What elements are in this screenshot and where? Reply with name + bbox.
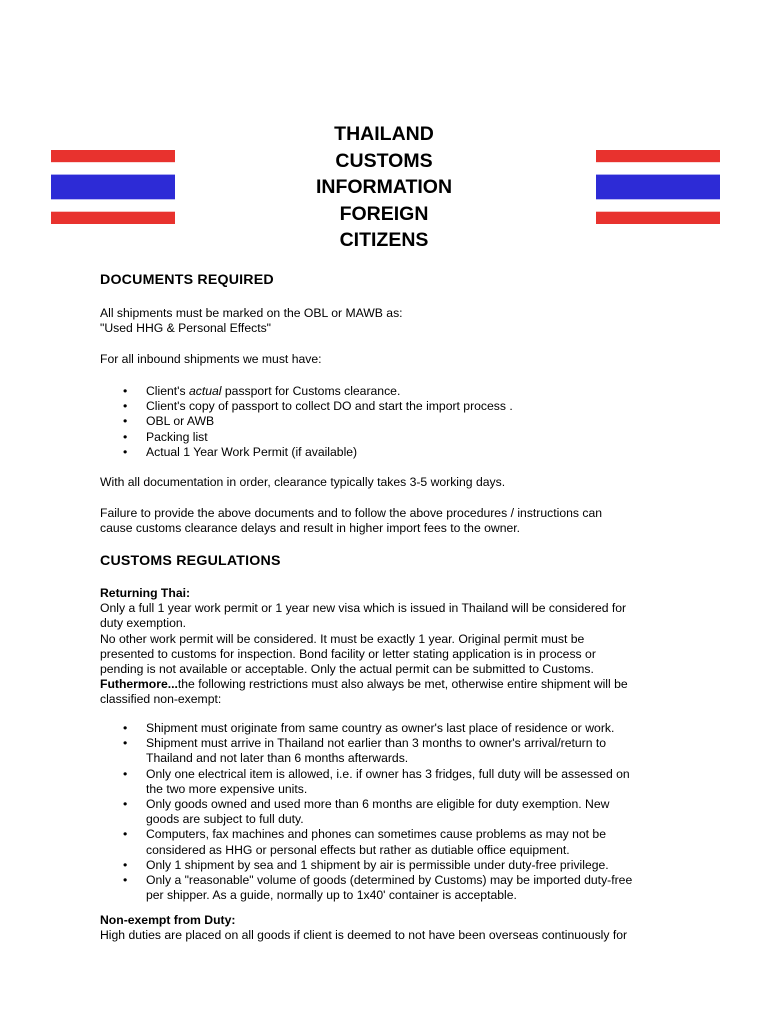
list-item-text: Only a "reasonable" volume of goods (determined by Customs) may be imported duty-free — [146, 873, 633, 888]
returning-thai-paragraph — [100, 586, 670, 708]
bullet-icon: • — [123, 721, 128, 735]
list-item-text: Only goods owned and used more than 6 months are eligible for duty exemption. New — [146, 797, 610, 812]
flag-stripe-white — [596, 162, 720, 174]
bullet-icon: • — [123, 429, 128, 444]
bullet-icon: • — [123, 399, 128, 414]
section-heading-documents: DOCUMENTS REQUIRED — [100, 272, 274, 288]
text-line: "Used HHG & Personal Effects" — [100, 321, 271, 336]
text-line: Only a full 1 year work permit or 1 year new visa which is issued in Thailand will be considered for — [100, 601, 627, 616]
text-line: cause customs clearance delays and result in higher import fees to the owner. — [100, 521, 521, 536]
title-line: CITIZENS — [339, 229, 429, 251]
failure-paragraph — [100, 506, 670, 536]
list-item — [100, 445, 670, 460]
list-item-text: Only 1 shipment by sea and 1 shipment by air is permissible under duty-free privilege. — [146, 857, 609, 872]
bullet-icon: • — [123, 384, 128, 398]
title-line: CUSTOMS — [335, 149, 433, 172]
list-item — [100, 736, 670, 766]
text-line: Failure to provide the above documents and to follow the above procedures / instructions can — [100, 506, 603, 520]
list-item-text: Actual 1 Year Work Permit (if available) — [146, 444, 358, 459]
text-line: classified non-exempt: — [100, 692, 222, 707]
text-fragment: the following restrictions must also always be met, otherwise entire shipment will be — [177, 677, 628, 692]
list-item-text: Thailand and not later than 6 months afterwards. — [146, 751, 409, 766]
text-fragment-italic: actual — [188, 384, 222, 398]
list-item — [100, 721, 670, 736]
list-item-text: Client's copy of passport to collect DO and start the import process . — [146, 399, 513, 414]
list-item-text: Packing list — [146, 429, 208, 444]
list-item — [100, 767, 670, 797]
list-item — [100, 797, 670, 827]
text-line: For all inbound shipments we must have: — [100, 352, 322, 366]
flag-stripe-red — [596, 212, 720, 224]
document-title — [234, 121, 534, 254]
inbound-intro — [100, 352, 670, 367]
flag-stripe-red — [51, 150, 175, 162]
flag-stripe-white — [51, 162, 175, 174]
text-line: High duties are placed on all goods if client is deemed to not have been overseas continuously for — [100, 928, 628, 943]
text-line: All shipments must be marked on the OBL or MAWB as: — [100, 306, 403, 320]
text-line: With all documentation in order, clearance typically takes 3-5 working days. — [100, 475, 506, 489]
list-item-text: Shipment must originate from same country as owner's last place of residence or work. — [146, 721, 615, 735]
text-line: presented to customs for inspection. Bond facility or letter stating application is in process or — [100, 646, 596, 661]
title-line: INFORMATION — [315, 176, 453, 198]
text-line: pending is not available or acceptable. Only the actual permit can be submitted to Customs. — [100, 662, 594, 677]
bullet-icon: • — [123, 736, 128, 751]
section-heading-regulations: CUSTOMS REGULATIONS — [100, 553, 281, 569]
subheading-non-exempt: Non-exempt from Duty: — [100, 913, 236, 927]
flag-stripe-red — [596, 150, 720, 162]
clearance-paragraph — [100, 475, 670, 490]
flag-stripe-blue — [596, 175, 720, 200]
list-item-text: per shipper. As a guide, normally up to 1x40' container is acceptable. — [146, 888, 517, 903]
list-item-text: Computers, fax machines and phones can sometimes cause problems as may not be — [146, 827, 606, 842]
flag-stripe-white — [596, 199, 720, 211]
text-fragment: passport for Customs clearance. — [221, 384, 401, 398]
text-line — [100, 677, 670, 692]
list-item — [100, 827, 670, 857]
list-item-text: Shipment must arrive in Thailand not earlier than 3 months to owner's arrival/return to — [146, 736, 607, 751]
text-line: No other work permit will be considered. It must be exactly 1 year. Original permit must be — [100, 631, 585, 646]
list-item — [100, 858, 670, 873]
list-item — [100, 430, 670, 445]
bullet-icon: • — [123, 414, 128, 429]
text-line: duty exemption. — [100, 616, 187, 631]
bullet-icon: • — [123, 857, 128, 872]
list-item-text: OBL or AWB — [146, 414, 215, 429]
non-exempt-paragraph — [100, 913, 670, 943]
bullet-icon: • — [123, 827, 128, 842]
flag-stripe-blue — [51, 175, 175, 200]
list-item-text: Only one electrical item is allowed, i.e. if owner has 3 fridges, full duty will be assessed on — [146, 766, 630, 781]
bullet-icon: • — [123, 766, 128, 781]
list-item-text: the two more expensive units. — [146, 781, 308, 796]
subheading-returning-thai: Returning Thai: — [100, 586, 191, 600]
thailand-flag-right — [596, 150, 720, 224]
flag-stripe-red — [51, 212, 175, 224]
list-item-text: considered as HHG or personal effects but rather as dutiable office equipment. — [146, 842, 570, 857]
list-item-text: goods are subject to full duty. — [146, 812, 304, 827]
documents-list — [100, 384, 670, 460]
list-item — [100, 399, 670, 414]
flag-stripe-white — [51, 199, 175, 211]
title-line: FOREIGN — [339, 202, 429, 225]
text-fragment: Client's — [146, 384, 189, 398]
thailand-flag-left — [51, 150, 175, 224]
restrictions-list — [100, 721, 670, 903]
list-item — [100, 384, 670, 399]
bullet-icon: • — [123, 444, 128, 459]
furthermore-label: Futhermore... — [100, 677, 178, 692]
bullet-icon: • — [123, 873, 128, 888]
title-line: THAILAND — [334, 123, 434, 145]
bullet-icon: • — [123, 797, 128, 812]
list-item — [100, 873, 670, 903]
marking-paragraph — [100, 306, 670, 336]
list-item — [100, 414, 670, 429]
